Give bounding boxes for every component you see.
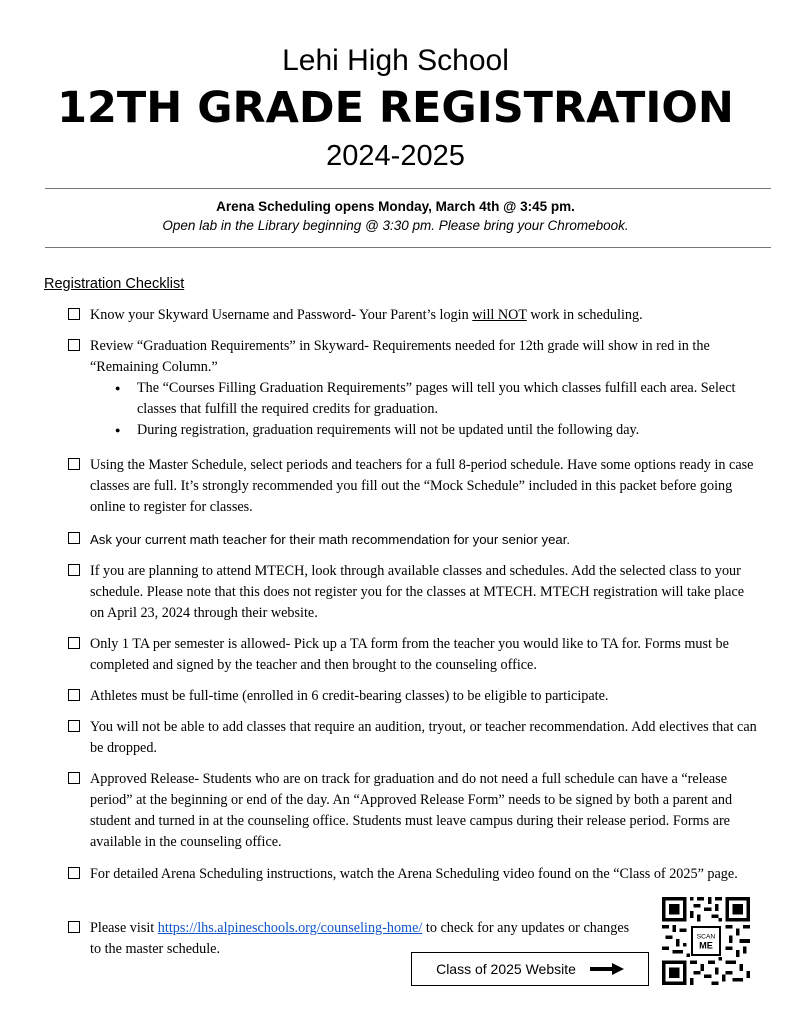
checklist-item-athletes	[68, 686, 758, 707]
checkbox[interactable]	[68, 720, 80, 732]
checklist-item-master-schedule	[68, 455, 758, 518]
scheduling-open-notice: Arena Scheduling opens Monday, March 4th @ 3:45 pm.	[216, 199, 575, 214]
class-website-label: Class of 2025 Website	[436, 961, 576, 977]
checkbox[interactable]	[68, 867, 80, 879]
checklist-item-arena-video	[68, 864, 758, 885]
qr-scan-label: SCAN	[696, 933, 716, 941]
open-lab-notice: Open lab in the Library beginning @ 3:30 pm. Please bring your Chromebook.	[162, 218, 629, 233]
item-text: Athletes must be full-time (enrolled in 6 credit-bearing classes) to be eligible to participate.	[90, 688, 609, 704]
checkbox[interactable]	[68, 458, 80, 470]
item-text: Only 1 TA per semester is allowed- Pick up a TA form from the teacher you would like to TA for. Forms must be completed and signed by the teacher and then brought to the counseling office.	[90, 636, 729, 673]
bullet-list	[115, 378, 758, 441]
item-text: Know your Skyward Username and Password- Your Parent’s login will NOT work in scheduling.	[90, 307, 643, 323]
checklist-title: Registration Checklist	[44, 276, 185, 292]
class-website-button[interactable]	[411, 952, 649, 986]
school-year: 2024-2025	[326, 140, 465, 172]
checkbox[interactable]	[68, 921, 80, 933]
qr-code-icon[interactable]	[662, 897, 750, 985]
bullet-item: ● During registration, graduation requirements will not be updated until the following day.	[115, 420, 758, 441]
item-text: Please visit https://lhs.alpineschools.org/counseling-home/ to check for any updates or changes to the master schedule.	[90, 920, 630, 957]
item-text: For detailed Arena Scheduling instructions, watch the Arena Scheduling video found on the “Class of 2025” page.	[90, 866, 738, 882]
checklist-item-graduation-requirements	[68, 336, 758, 441]
page-title: 12TH GRADE REGISTRATION	[57, 83, 734, 133]
checkbox[interactable]	[68, 532, 80, 544]
checkbox[interactable]	[68, 308, 80, 320]
checklist-item-auditions	[68, 717, 758, 759]
item-text: Review “Graduation Requirements” in Skyward- Requirements needed for 12th grade will show in red in the “Remaining Column.” ● The “Courses Filling Graduation Requirements” pages will tell you which classes fulfill each area. Select classes that fulfill the required credits for graduation. ● During registration, graduation requirements will not be updated until the following day.	[90, 336, 758, 441]
checklist-item-math-recommendation	[68, 529, 758, 550]
right-arrow-icon	[590, 963, 624, 975]
checkbox[interactable]	[68, 689, 80, 701]
school-name: Lehi High School	[282, 44, 509, 77]
checkbox[interactable]	[68, 637, 80, 649]
checklist-item-mtech	[68, 561, 758, 624]
item-text: You will not be able to add classes that require an audition, tryout, or teacher recommendation. Add electives that can be dropped.	[90, 719, 757, 756]
item-text: Using the Master Schedule, select periods and teachers for a full 8-period schedule. Have some options ready in case classes are full. It’s strongly recommended you fill out the “Mock Schedule” included in this packet before going online to register for classes.	[90, 457, 754, 515]
qr-me-label: ME	[699, 940, 713, 951]
checkbox[interactable]	[68, 339, 80, 351]
bottom-divider	[45, 247, 771, 248]
item-text: Ask your current math teacher for their math recommendation for your senior year.	[90, 532, 571, 547]
checklist-item-ta	[68, 634, 758, 676]
checkbox[interactable]	[68, 564, 80, 576]
checklist-item-skyward-login	[68, 305, 758, 326]
top-divider	[45, 188, 771, 189]
bullet-item: ● The “Courses Filling Graduation Requirements” pages will tell you which classes fulfill each area. Select classes that fulfill the required credits for graduation.	[115, 378, 758, 420]
item-text: Approved Release- Students who are on track for graduation and do not need a full schedule can have a “release period” at the beginning or end of the day. An “Approved Release Form” needs to be signed by both a parent and student and turned in at the counseling office. Students must leave campus during their release period. Forms are available in the counseling office.	[90, 771, 733, 850]
checklist-item-approved-release	[68, 769, 758, 853]
checkbox[interactable]	[68, 772, 80, 784]
counseling-link[interactable]: https://lhs.alpineschools.org/counseling-home/	[157, 920, 423, 936]
item-text: If you are planning to attend MTECH, look through available classes and schedules. Add the selected class to your schedule. Please note that this does not register you for the classes at MTECH. MTECH registration will take place on April 23, 2024 through their website.	[90, 563, 745, 621]
